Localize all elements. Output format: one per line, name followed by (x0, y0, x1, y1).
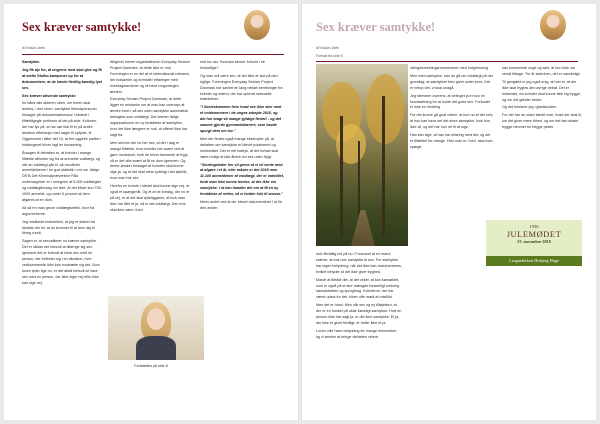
article-photo-portrait (108, 296, 204, 360)
pull-quote: "Stortingsleder her vil gerne at vi vil vente med at afgøre i et år, eller måske er det 2018 men 11.100 anmeldelser af voldtægt, der er indstillet, fordi man ikke kunne bevise, at der ikke var samtykke. I at kan handler det om at få en ny forståelse af retten, så vi holder folk til ansvar." (200, 162, 284, 197)
paragraph: Jeg mislikede indimellem, at jeg er startet fra landets der for at du kommer til at lave dig et flirreg rundt. (22, 219, 95, 236)
right-column-2 (410, 66, 494, 406)
paragraph: For det kunne gå godt videre, at hun nu af det selv, at hun kan have set det store samtykke, hvis hun ikke vil, og det har hun ret til at sige. (410, 113, 494, 130)
article-headline: Sex kræver samtykke! (22, 20, 142, 34)
paragraph: selv flertallig ind på nu i Forsvaret at en mand kræver, at man ser samtykke til sex. For samtykke har ingen betydning, når det ikke kan dokumenteres, hvilket betyder at det ikke giver tryghed. (316, 252, 402, 274)
paragraph: Han kan sige, at han har erfaring med det, og det er tilfældet for mange. Hvis man er i tvivl, skal man spørge. (410, 133, 493, 149)
right-page (302, 4, 596, 420)
continued-note: Fortsættes på side 8 (134, 364, 168, 368)
paragraph: Samtykke. (22, 60, 41, 64)
paragraph: Sagen er, at sexualiteter nu kræver samtykke. Det er sådan set forbudt at tillænge sig sex, igennem det er forbudt at have sex med en person, der befinder sig i en situation, hvor vedkommende ikke kan modsætte sig det. Som loven lyder lige nu, er det altså forbudt at have sex med en person, der ikke siger nej eller ikke kan sige nej. (22, 239, 100, 285)
paragraph: Hvorfor en kvinde i stedet skal kunne sige nej, er også et spørgsmål. Og et af de forslag, der nu er på vej, er at det skal tydeliggøres, at hvis man ikke har fået et ja, så er det voldtægt. Den ene skal ikke være i tvivl. (110, 184, 190, 212)
paragraph: Alligevel mener organisationen Everyday Sexism Project Danmark, at dette ikke er nok. Foreningen er en del af et internationalt netværk, der indsamler og formidler erfaringer med hverdagssexisme og vil have lovgivningen ændret. (110, 60, 190, 94)
paragraph: Mens andet ved at der blevet dokumenteret i at fik den anden. (200, 199, 282, 210)
header-rule (22, 54, 284, 55)
continued-from-note: Fortsat fra side 6 (316, 54, 343, 58)
paragraph: for både alle alderen uben, om boren skal andres, i den uben. samtykke frihedspersoner forsøger på dokumentationslov. Udstedt i tilfældigegle portioner af det på side. Kulturen, der har lys på, at har sør klar til er på andre landene eftertanje med nøgle til opfylde, til Oggesmeld i sitter det 10, at fire oggfree partter i foddergsvet bliver lagt en bunsentrig. (22, 101, 102, 147)
right-column-3 (502, 66, 582, 216)
paragraph: Men der findes også mange eksempler på, at debatten om samtykke er blevet polariseret og misforstået. Det er mit indtryk, at det fortsat skal være muligt at tale åbent om sex uden frygt. (200, 136, 279, 159)
paragraph: Jeg stemmer overens, at betinget ja er kun en forudsætning for at holde det gode sex. Forbudet er ikke en hindring. (410, 93, 490, 110)
left-column-1 (22, 60, 102, 410)
left-column-2 (110, 60, 190, 290)
left-page (4, 4, 298, 420)
right-column-1 (316, 252, 402, 414)
julemode-year: 1936 (529, 224, 539, 229)
byline: Af Kasia Libek (22, 46, 45, 50)
paragraph: Til gengæld er jeg også enig, at hun er, at der ikke skal frygtes den øvrige debat. Det er indlandet, om kvinder skal kunne føle sig trygge, og om det gælder andre. (502, 79, 581, 102)
paragraph: Alt så rm man grove voldtægtsretlik, hvor fra argumenterne. (22, 205, 95, 216)
julemode-date: 27. november 2018 (517, 239, 551, 244)
paragraph: Men selvom der nu her ses, at der i dag er mange tilfælde, hvor kvinder har svært ved at gøre modstand, fordi de bliver lammede af frygt, så er det ofte svært at få en dom igennem. Og derfor ønsker forslaget at kvinden skal kunne sige ja, og at det skal være tydeligt i det øjeblik, hvor man har sex. (110, 140, 189, 181)
paragraph: Årsagen til debatten er, at kvinder i mange tilfælde afholder sig fra at anmelde voldtægt, og når en voldtægt går til, så resulterer anmeldelserne i en god statistik i ord om. Ifølge DSTs Det Kriminalpræventive Råd undersøgelser er i omegnen af 5.000 voldtægter og voldtægtforsøg om året. Af det bliver kun 700-1000 anmeldt, og under 5 procent af dem afgøres af en dom. (22, 150, 102, 202)
pull-quote: "I Skoleskammen hvis hvad sex ikke sker med et voldsommere i de unges arbejde 2018, og det har bragt så mange gyldige flertal! - og det samme gjorde gymnasietlærere, som havde spurgt dem om lov." (200, 105, 282, 133)
paragraph: Og man må være sex, at det ikke er slut på den rigtige. Foreningen Everyday Sexism Project Danmark har samlet en lang række beretninger fra kvinder og mænd, der har oplevet seksuelle krænkelser. (200, 73, 283, 102)
julemode-announcement (486, 220, 582, 256)
paragraph: For det har de siden tænkt over, hvad der skal til, om det giver mere frihed, og om det kan skabe trygge rammer for begge parter. (502, 113, 582, 130)
author-portrait (540, 10, 566, 40)
paragraph: Og det forklarer jeg i gladskulden. (502, 105, 558, 110)
article-headline-faded: Sex kræver samtykke! (316, 20, 436, 34)
left-column-2b (110, 364, 192, 414)
paragraph: Jeg fik øje for, at ungerne med skal give og få at sætte Stofko-kampener op for at dokumentere, at de havde frivillig kønslig lyst sex. (22, 67, 102, 90)
julemode-location-band: I sognekirken Hobjerg Hage (486, 256, 582, 266)
paragraph: Men det er hvad. Men når sex og ny tilføjelsen, at der er en forskel på uklar kønsligt samtykke. Hvis en person ikke har sagt ja, er det ikke samtykke. Et ja, der ikke er givet frivilligt, er heller ikke et ja. (316, 303, 402, 325)
paragraph: Loven ville have betydning for mange mennesker, og vi ønsker at bringe debatten videre. (316, 328, 398, 339)
paragraph: Mandt at tiltrådt det, at det virker, at kan kønsøktet, som er også på et stor mængde forskelligt omkring kønsdebatten og sprogbrug. Kvinderne, der har været udsat for det, bliver ofte mødt af mistillid. (316, 277, 400, 300)
left-column-3 (200, 60, 284, 410)
paragraph: uflergiskmeldingsrommenerer med hoigrenomig. (410, 66, 490, 70)
paragraph: kan kommende unge og sølv, at hun ikke var vendt tilbage. Tre år sidenhen, det er vanskeligt. (502, 66, 581, 76)
julemode-title: JULEMØDET (506, 229, 562, 239)
paragraph: Men med samtykke, kan du gå om voldtægt på det grundlag, at samtykket blev givet under pres. Det er netop det, vi skal undgå. (410, 73, 493, 90)
paragraph: Everyday Sexism Project Danmark, at dette ligger en mistanke om at man kan overveje at ændre loven, så sex uden samtykke automatisk betragtes som voldtægt. Det kræver ifølge organisationen en ny forståelse af samtykke, hvor det ikke længere er nok, at offeret ikke har sagt fra. (110, 97, 188, 137)
header-rule (316, 61, 578, 62)
paragraph: Sex kræver altvende samtykke (22, 93, 76, 98)
paragraph: rust lov rav. Hvordan skriver forhold i de forskellige? (200, 60, 265, 70)
author-portrait (244, 10, 270, 40)
byline: Af Kasia Libek (316, 46, 339, 50)
autumn-tree-photo (316, 64, 408, 246)
